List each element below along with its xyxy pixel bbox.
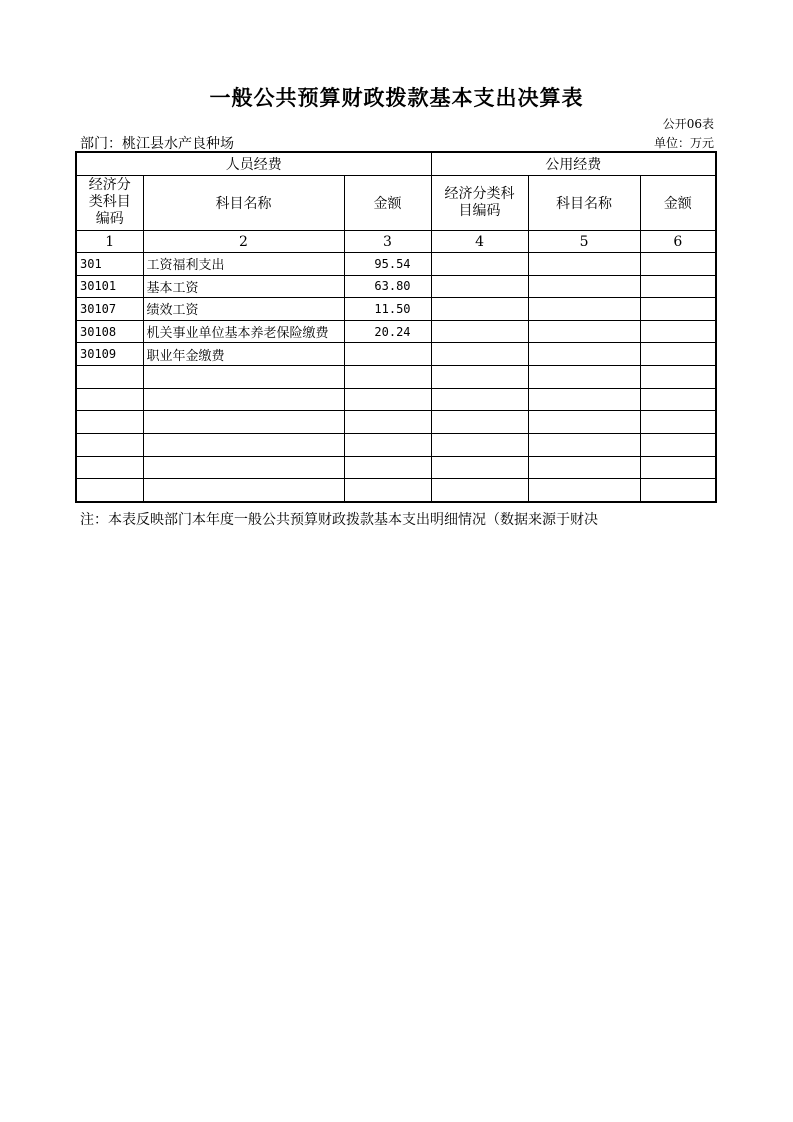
column-number: 5: [528, 231, 640, 253]
row-name-cell: [143, 456, 344, 479]
row-amount-cell: [344, 388, 431, 411]
row-code-cell: 30101: [76, 275, 143, 298]
row-name-cell: 机关事业单位基本养老保险缴费: [143, 320, 344, 343]
empty-cell: [431, 388, 528, 411]
empty-cell: [640, 456, 716, 479]
empty-cell: [640, 433, 716, 456]
empty-cell: [431, 411, 528, 434]
row-code-cell: 30109: [76, 343, 143, 366]
unit-label: 单位：万元: [653, 136, 714, 150]
row-amount-cell: [344, 456, 431, 479]
empty-cell: [528, 252, 640, 275]
header-code-left: 经济分类科目编码: [76, 175, 143, 231]
header-code-right: 经济分类科目编码: [431, 175, 528, 231]
form-number: 公开06表: [662, 117, 714, 131]
empty-cell: [640, 479, 716, 502]
row-amount-cell: [344, 343, 431, 366]
row-code-cell: [76, 456, 143, 479]
table-row: [76, 252, 716, 275]
empty-cell: [528, 320, 640, 343]
empty-cell: [431, 298, 528, 321]
row-amount-cell: 63.80: [344, 275, 431, 298]
row-code-cell: [76, 411, 143, 434]
row-name-cell: 职业年金缴费: [143, 343, 344, 366]
group-public-header: 公用经费: [431, 152, 716, 175]
table-row: [76, 411, 716, 434]
table-row: [76, 320, 716, 343]
empty-cell: [528, 343, 640, 366]
row-name-cell: [143, 433, 344, 456]
column-number: 1: [76, 231, 143, 253]
column-number: 2: [143, 231, 344, 253]
row-amount-cell: [344, 366, 431, 389]
row-name-cell: 工资福利支出: [143, 252, 344, 275]
header-amount-left: 金额: [344, 175, 431, 231]
empty-cell: [431, 479, 528, 502]
row-name-cell: 基本工资: [143, 275, 344, 298]
empty-cell: [528, 388, 640, 411]
column-number: 6: [640, 231, 716, 253]
empty-cell: [640, 298, 716, 321]
row-amount-cell: [344, 411, 431, 434]
row-code-cell: 301: [76, 252, 143, 275]
row-amount-cell: 11.50: [344, 298, 431, 321]
header-name-right: 科目名称: [528, 175, 640, 231]
empty-cell: [640, 343, 716, 366]
table-row: [76, 275, 716, 298]
empty-cell: [528, 411, 640, 434]
footnote: 注：本表反映部门本年度一般公共预算财政拨款基本支出明细情况（数据来源于财决: [80, 512, 598, 528]
row-name-cell: [143, 366, 344, 389]
empty-cell: [528, 479, 640, 502]
row-amount-cell: 95.54: [344, 252, 431, 275]
column-number: 4: [431, 231, 528, 253]
empty-cell: [640, 275, 716, 298]
row-name-cell: [143, 479, 344, 502]
empty-cell: [431, 252, 528, 275]
row-amount-cell: [344, 479, 431, 502]
page-title: 一般公共预算财政拨款基本支出决算表: [209, 85, 584, 110]
empty-cell: [431, 456, 528, 479]
department-label: 部门：桃江县水产良种场: [80, 136, 234, 152]
column-header-row: [76, 175, 716, 231]
empty-cell: [431, 275, 528, 298]
row-name-cell: 绩效工资: [143, 298, 344, 321]
empty-cell: [528, 433, 640, 456]
empty-cell: [528, 456, 640, 479]
empty-cell: [640, 388, 716, 411]
row-code-cell: [76, 388, 143, 411]
empty-cell: [640, 320, 716, 343]
row-code-cell: [76, 433, 143, 456]
row-amount-cell: [344, 433, 431, 456]
row-amount-cell: 20.24: [344, 320, 431, 343]
header-amount-right: 金额: [640, 175, 716, 231]
column-number-row: [76, 231, 716, 253]
empty-cell: [431, 320, 528, 343]
group-personnel-header: 人员经费: [76, 152, 431, 175]
table-row: [76, 433, 716, 456]
row-code-cell: [76, 366, 143, 389]
table-row: [76, 479, 716, 502]
table-row: [76, 366, 716, 389]
empty-cell: [431, 366, 528, 389]
row-code-cell: [76, 479, 143, 502]
row-name-cell: [143, 388, 344, 411]
row-name-cell: [143, 411, 344, 434]
row-code-cell: 30108: [76, 320, 143, 343]
expenditure-table: [75, 151, 717, 503]
table-row: [76, 456, 716, 479]
empty-cell: [640, 252, 716, 275]
empty-cell: [431, 433, 528, 456]
empty-cell: [640, 366, 716, 389]
table-row: [76, 298, 716, 321]
column-number: 3: [344, 231, 431, 253]
empty-cell: [528, 275, 640, 298]
header-name-left: 科目名称: [143, 175, 344, 231]
row-code-cell: 30107: [76, 298, 143, 321]
empty-cell: [528, 298, 640, 321]
empty-cell: [640, 411, 716, 434]
table-row: [76, 343, 716, 366]
group-header-row: [76, 152, 716, 175]
table-row: [76, 388, 716, 411]
empty-cell: [431, 343, 528, 366]
empty-cell: [528, 366, 640, 389]
